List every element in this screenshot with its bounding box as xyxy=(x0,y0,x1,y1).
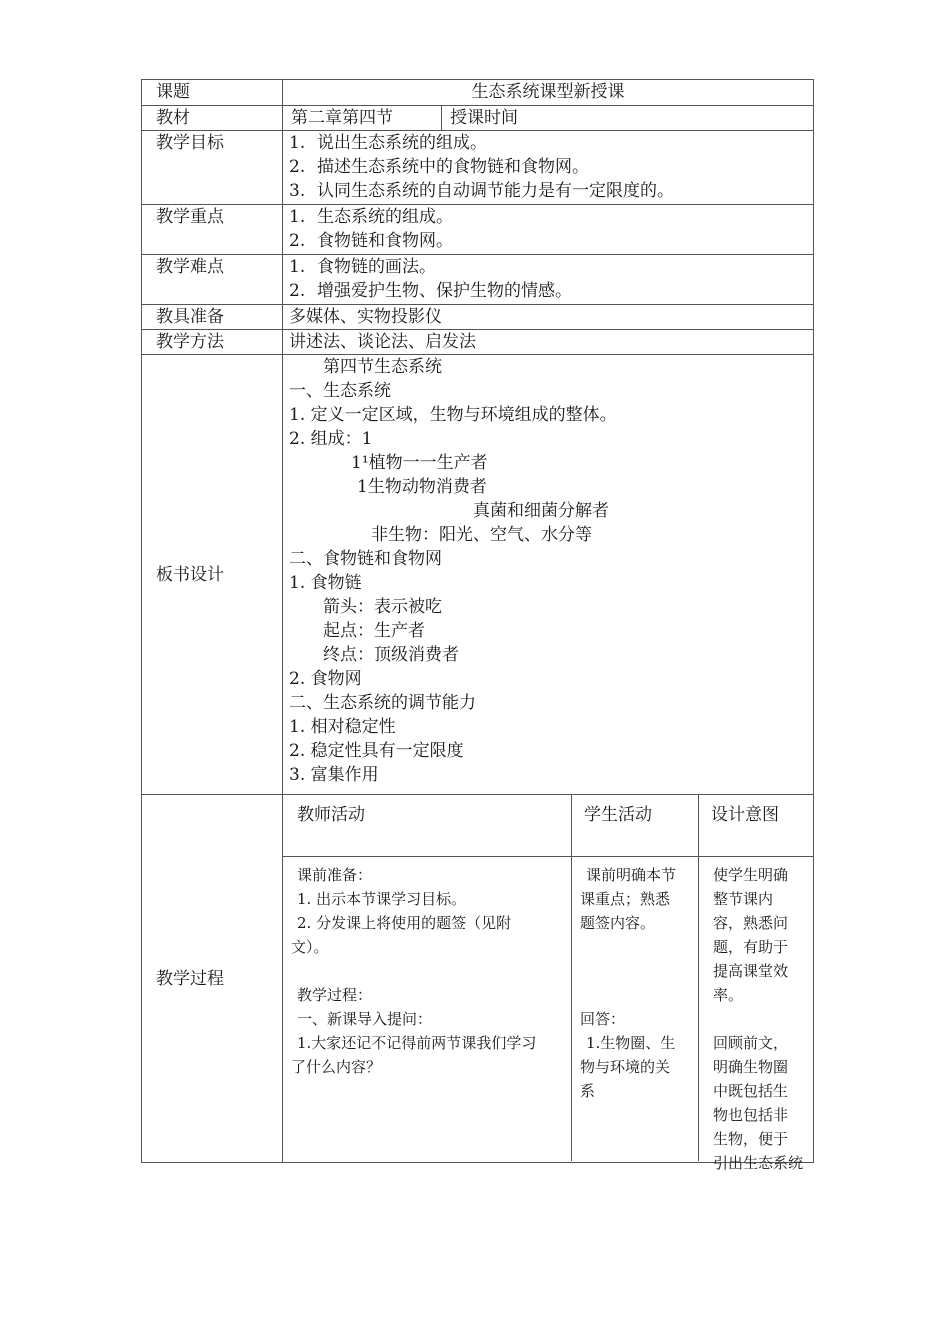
difficulties-label: 教学难点 xyxy=(142,255,283,305)
lesson-plan-document xyxy=(141,79,814,1172)
student-line: 系 xyxy=(580,1082,596,1100)
board-line: 真菌和细菌分解者 xyxy=(473,501,609,521)
student-column xyxy=(572,795,699,1161)
intent-line: 提高课堂效 xyxy=(713,962,789,980)
row-material xyxy=(142,106,814,131)
goal-item: 1. 说出生态系统的组成。 xyxy=(289,133,487,153)
student-line: 题签内容。 xyxy=(580,914,656,932)
student-line: 物与环境的关 xyxy=(580,1058,671,1076)
board-line: 2. 组成：1 xyxy=(289,429,373,449)
board-line: 1¹植物一一生产者 xyxy=(351,453,488,473)
intent-line xyxy=(713,1007,805,1031)
student-line: 课重点；熟悉 xyxy=(580,890,671,908)
goals-label: 教学目标 xyxy=(142,131,283,205)
intent-line: 明确生物圈 xyxy=(713,1058,789,1076)
row-key-points xyxy=(142,205,814,255)
methods-value: 讲述法、谈论法、启发法 xyxy=(283,330,814,355)
student-line xyxy=(580,959,698,983)
teacher-line: 1.大家还记不记得前两节课我们学习 xyxy=(297,1034,537,1052)
intent-line: 中既包括生 xyxy=(713,1082,789,1100)
key-point-item: 2. 食物链和食物网。 xyxy=(289,231,453,251)
board-line: 二、食物链和食物网 xyxy=(289,549,442,569)
board-line: 1. 食物链 xyxy=(289,573,362,593)
student-line xyxy=(580,935,698,959)
intent-line: 生物，便于 xyxy=(713,1130,789,1148)
board-line: 2. 食物网 xyxy=(289,669,362,689)
methods-label: 教学方法 xyxy=(142,330,283,355)
board-line: 箭头：表示被吃 xyxy=(323,597,442,617)
board-cell xyxy=(283,355,814,795)
row-topic xyxy=(142,80,814,106)
key-points-cell xyxy=(283,205,814,255)
student-line: 课前明确本节 xyxy=(586,866,677,884)
board-line: 第四节生态系统 xyxy=(323,357,442,377)
teacher-line: 一、新课导入提问： xyxy=(297,1010,433,1028)
teacher-line: 1. 出示本节课学习目标。 xyxy=(297,890,467,908)
board-line: 1生物动物消费者 xyxy=(357,477,487,497)
tools-value: 多媒体、实物投影仪 xyxy=(283,305,814,330)
goals-cell xyxy=(283,131,814,205)
board-line: 二、生态系统的调节能力 xyxy=(289,693,476,713)
intent-line: 使学生明确 xyxy=(713,866,789,884)
board-line: 2. 稳定性具有一定限度 xyxy=(289,741,464,761)
material-label: 教材 xyxy=(142,106,283,131)
intent-line: 率。 xyxy=(713,986,744,1004)
row-goals xyxy=(142,131,814,205)
teacher-line xyxy=(291,959,571,983)
material-cell xyxy=(283,106,814,131)
intent-line: 引出生态系统 xyxy=(713,1154,804,1172)
board-line: 3. 富集作用 xyxy=(289,765,379,785)
intent-line: 整节课内 xyxy=(713,890,774,908)
teacher-line: 教学过程： xyxy=(297,986,373,1004)
teacher-column xyxy=(283,795,572,1161)
key-point-item: 1. 生态系统的组成。 xyxy=(289,207,453,227)
tools-label: 教具准备 xyxy=(142,305,283,330)
board-line: 终点：顶级消费者 xyxy=(323,645,459,665)
difficulties-cell xyxy=(283,255,814,305)
board-line: 1. 定义一定区域，生物与环境组成的整体。 xyxy=(289,405,617,425)
board-line: 1. 相对稳定性 xyxy=(289,717,396,737)
goal-item: 2. 描述生态系统中的食物链和食物网。 xyxy=(289,157,589,177)
goal-item: 3. 认同生态系统的自动调节能力是有一定限度的。 xyxy=(289,181,674,201)
row-board xyxy=(142,355,814,795)
student-header: 学生活动 xyxy=(572,795,698,857)
class-time-label: 授课时间 xyxy=(450,108,518,128)
intent-header: 设计意图 xyxy=(699,795,813,857)
row-process xyxy=(142,795,814,1163)
difficulty-item: 1. 食物链的画法。 xyxy=(289,257,436,277)
student-line: 1.生物圈、生 xyxy=(586,1034,676,1052)
intent-line: 容，熟悉问 xyxy=(713,914,789,932)
intent-column xyxy=(699,795,813,1172)
teacher-line: 了什么内容？ xyxy=(291,1058,382,1076)
row-difficulties xyxy=(142,255,814,305)
difficulty-item: 2. 增强爱护生物、保护生物的情感。 xyxy=(289,281,572,301)
intent-line: 回顾前文， xyxy=(713,1034,789,1052)
student-line xyxy=(580,983,698,1007)
lesson-plan-table xyxy=(141,79,814,1172)
topic-label: 课题 xyxy=(142,80,283,106)
key-points-label: 教学重点 xyxy=(142,205,283,255)
topic-value: 生态系统课型新授课 xyxy=(283,80,814,106)
intent-line: 物也包括非 xyxy=(713,1106,789,1124)
board-line: 一、生态系统 xyxy=(289,381,391,401)
material-value: 第二章第四节 xyxy=(283,106,442,130)
board-line: 起点：生产者 xyxy=(323,621,425,641)
process-cell xyxy=(283,795,814,1172)
teacher-header: 教师活动 xyxy=(283,795,571,857)
intent-line: 题，有助于 xyxy=(713,938,789,956)
teacher-line: 文）。 xyxy=(291,938,329,956)
row-tools xyxy=(142,305,814,330)
student-line: 回答： xyxy=(580,1010,626,1028)
board-label: 板书设计 xyxy=(142,355,283,795)
board-line: 非生物：阳光、空气、水分等 xyxy=(371,525,592,545)
process-label: 教学过程 xyxy=(142,795,283,1163)
teacher-line: 课前准备： xyxy=(297,866,373,884)
row-methods xyxy=(142,330,814,355)
teacher-line: 2. 分发课上将使用的题签（见附 xyxy=(297,914,512,932)
